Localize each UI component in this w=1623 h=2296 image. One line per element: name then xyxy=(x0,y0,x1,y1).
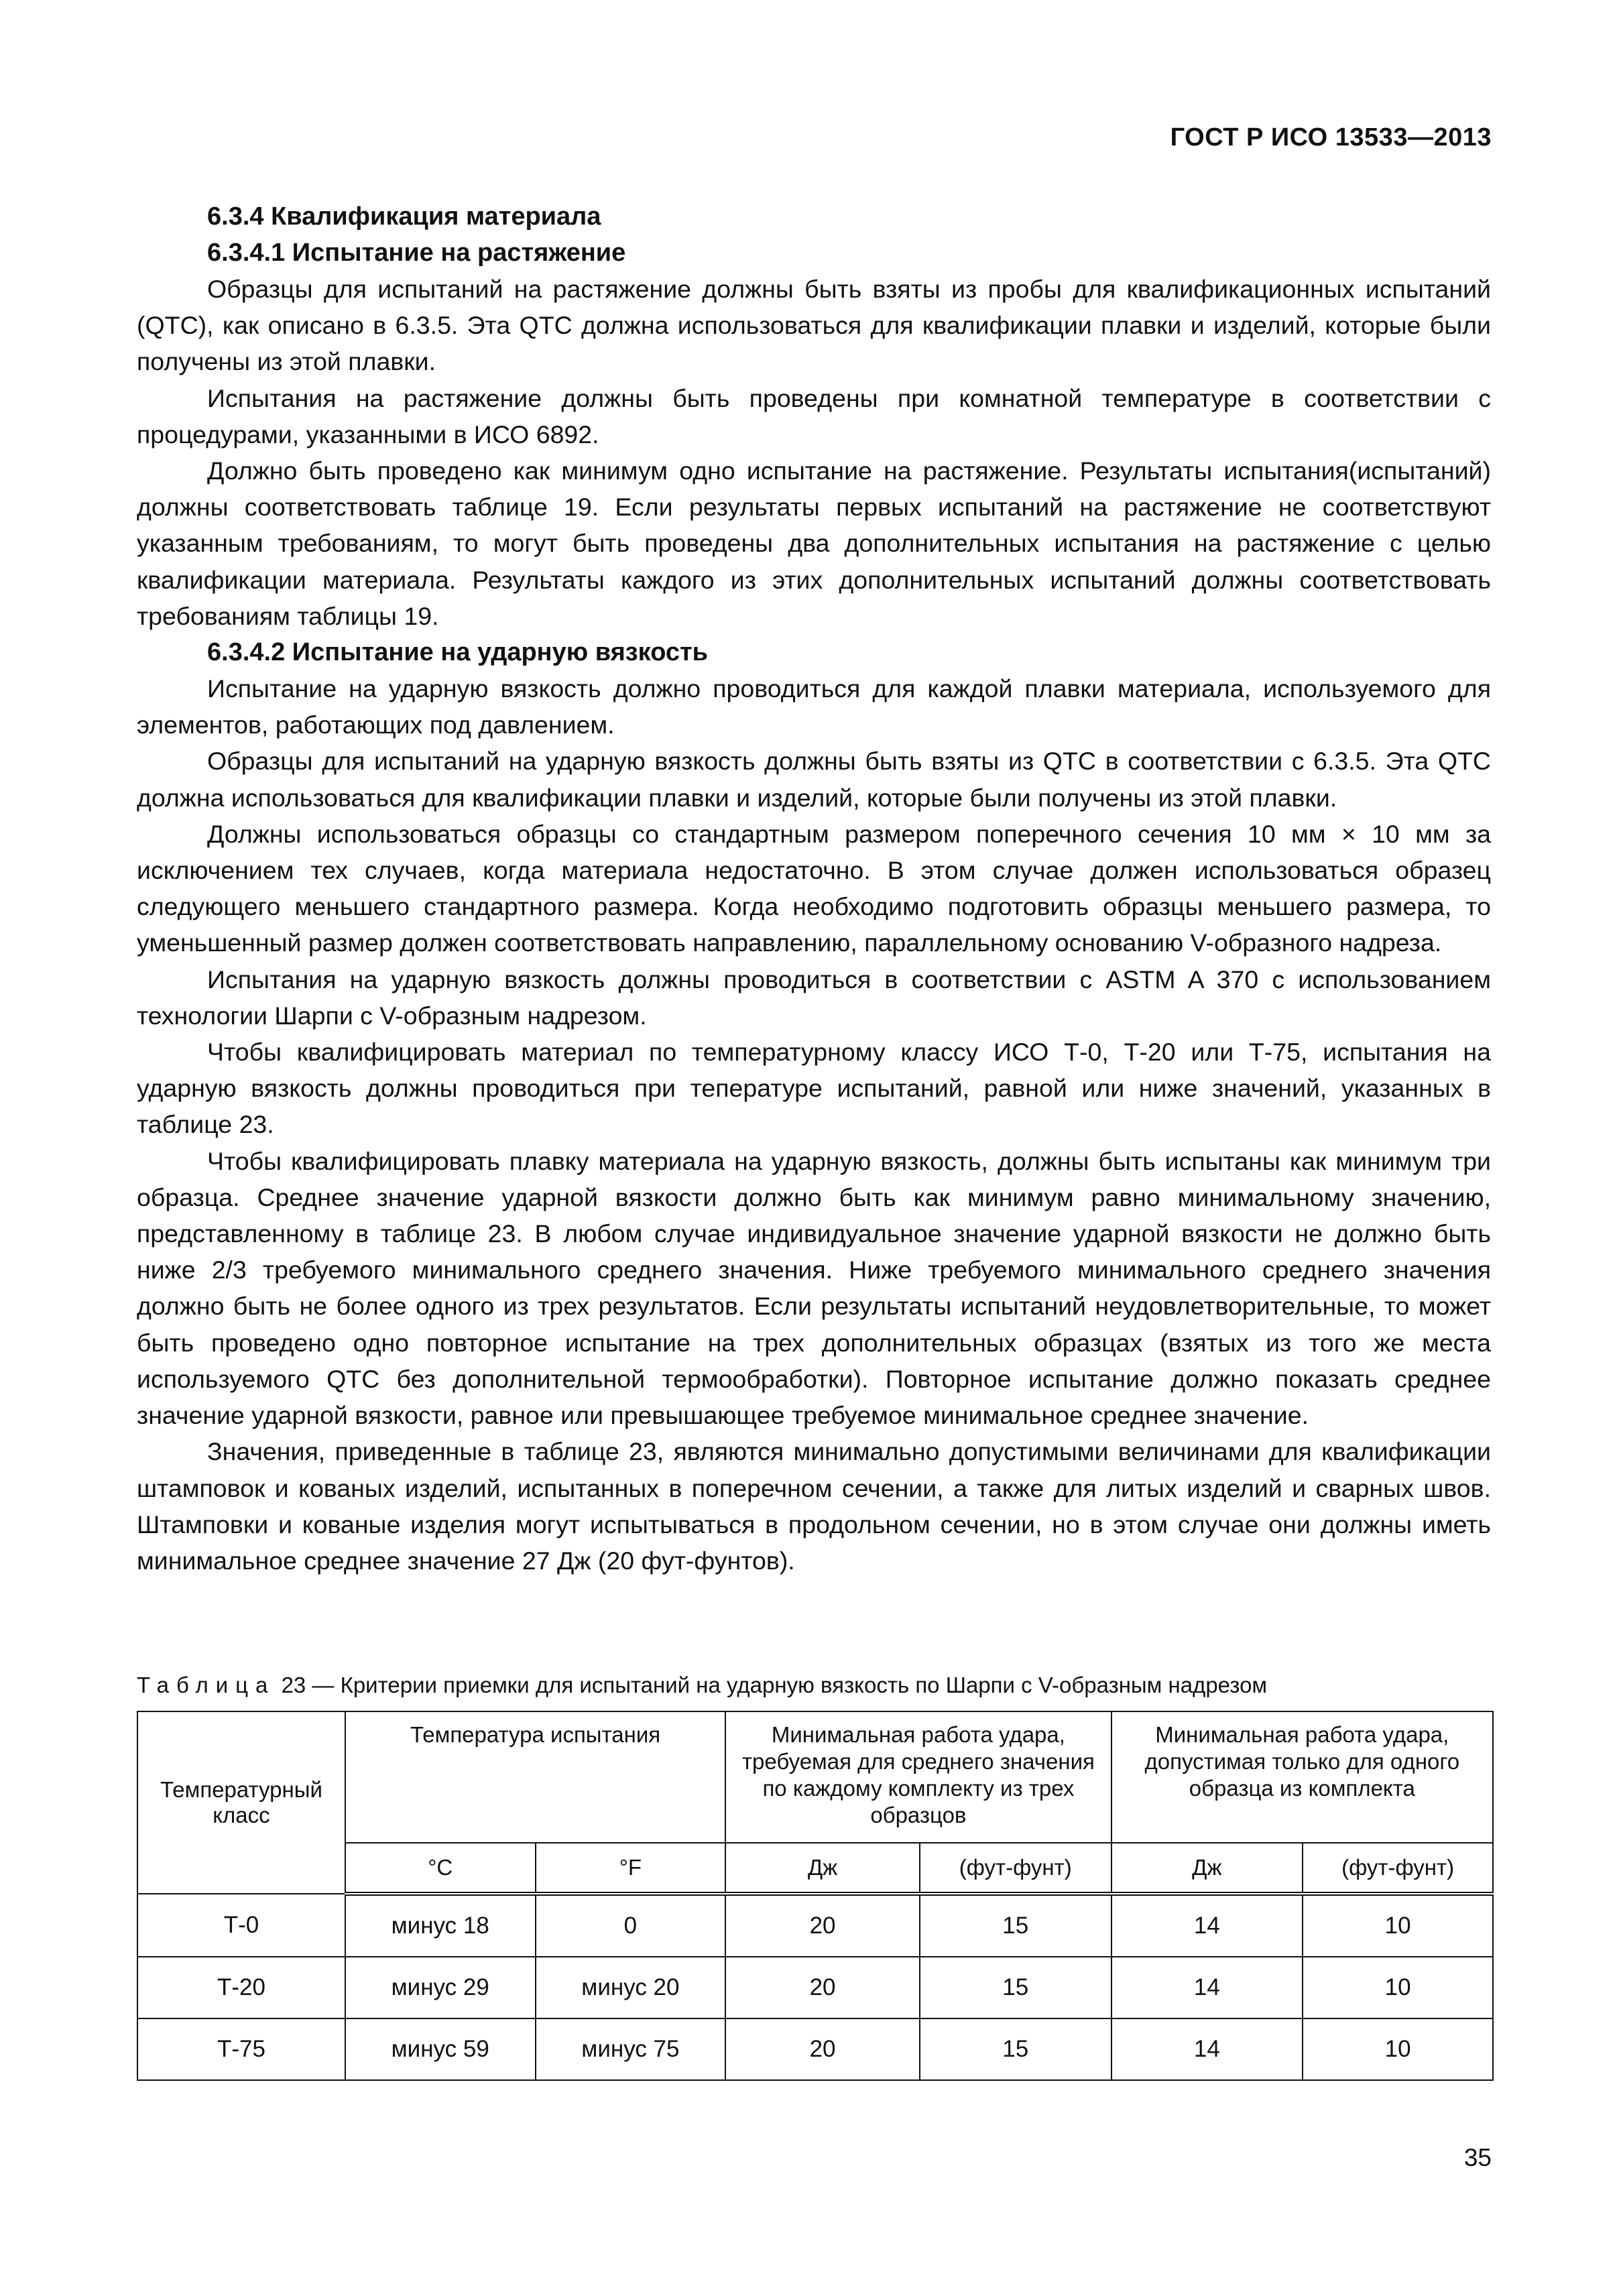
page-number: 35 xyxy=(1463,2144,1492,2171)
cell-single-joule: 14 xyxy=(1111,1957,1303,2018)
header-test-temperature: Температура испытания xyxy=(345,1711,725,1843)
cell-single-joule: 14 xyxy=(1111,2018,1303,2080)
cell-class: Т-0 xyxy=(137,1894,345,1957)
cell-single-ftlb: 10 xyxy=(1303,2018,1493,2080)
table-caption-text: 23 — Критерии приемки для испытаний на ударную вязкость по Шарпи с V-образным надрезом xyxy=(281,1673,1268,1697)
cell-avg-joule: 20 xyxy=(725,1894,920,1957)
paragraph: Испытание на ударную вязкость должно проводиться для каждой плавки материала, используемого для элементов, работающих под давлением. xyxy=(137,674,1491,739)
paragraph: Образцы для испытаний на ударную вязкость должны быть взяты из QTC в соответствии с 6.3.5. Эта QTC должна использоваться для квалификации плавки и изделий, которые были получены из этой плавки. xyxy=(137,747,1491,812)
cell-single-joule: 14 xyxy=(1111,1894,1303,1957)
subheader-ftlb-single: (фут-фунт) xyxy=(1303,1843,1493,1894)
paragraph: Должно быть проведено как минимум одно испытание на растяжение. Результаты испытания(испытаний) должны соответствовать таблице 19. Если результаты первых испытаний на растяжение не соответствуют указанным требованиям, то могут быть проведены два дополнительных испытания на растяжение с целью квалификации материала. Результаты каждого из этих дополнительных испытаний должны соответствовать требованиям таблицы 19. xyxy=(137,457,1491,630)
section-heading-6-3-4-2: 6.3.4.2 Испытание на ударную вязкость xyxy=(207,638,709,667)
subheader-fahrenheit: °F xyxy=(536,1843,726,1894)
table-caption-label: Таблица xyxy=(137,1673,276,1697)
table-row xyxy=(137,1894,1493,1957)
subheader-joule-avg: Дж xyxy=(725,1843,920,1894)
cell-celsius: минус 29 xyxy=(345,1957,536,2018)
subheader-ftlb-avg: (фут-фунт) xyxy=(920,1843,1111,1894)
paragraph: Образцы для испытаний на растяжение должны быть взяты из пробы для квалификационных испытаний (QTC), как описано в 6.3.5. Эта QTC должна использоваться для квалификации плавки и изделий, которые были получены из этой плавки. xyxy=(137,275,1491,376)
cell-avg-ftlb: 15 xyxy=(920,2018,1111,2080)
cell-class: Т-75 xyxy=(137,2018,345,2080)
cell-avg-ftlb: 15 xyxy=(920,1894,1111,1957)
subheader-joule-single: Дж xyxy=(1111,1843,1303,1894)
cell-fahrenheit: 0 xyxy=(536,1894,726,1957)
cell-class: Т-20 xyxy=(137,1957,345,2018)
cell-single-ftlb: 10 xyxy=(1303,1894,1493,1957)
subheader-celsius: °C xyxy=(345,1843,536,1894)
cell-single-ftlb: 10 xyxy=(1303,1957,1493,2018)
standard-header: ГОСТ Р ИСО 13533—2013 xyxy=(1170,123,1492,152)
paragraph: Должны использоваться образцы со стандартным размером поперечного сечения 10 мм × 10 мм за исключением тех случаев, когда материала недостаточно. В этом случае должен использоваться образец следующего меньшего стандартного размера. Когда необходимо подготовить образцы меньшего размера, то уменьшенный размер должен соответствовать направлению, параллельному основанию V-образного надреза. xyxy=(137,819,1491,957)
cell-fahrenheit: минус 75 xyxy=(536,2018,726,2080)
paragraph: Чтобы квалифицировать плавку материала на ударную вязкость, должны быть испытаны как минимум три образца. Среднее значение ударной вязкости должно быть как минимум равно минимальному значению, представленному в таблице 23. В любом случае индивидуальное значение ударной вязкости не должно быть ниже 2/3 требуемого минимального среднего значения. Ниже требуемого минимального среднего значения должно быть не более одного из трех результатов. Если результаты испытаний неудовлетворительные, то может быть проведено одно повторное испытание на трех дополнительных образцах (взятых из того же места используемого QTC без дополнительной термообработки). Повторное испытание должно показать среднее значение ударной вязкости, равное или превышающее требуемое минимальное среднее значение. xyxy=(137,1146,1491,1430)
section-heading-6-3-4-1: 6.3.4.1 Испытание на растяжение xyxy=(207,239,626,267)
cell-avg-ftlb: 15 xyxy=(920,1957,1111,2018)
paragraph: Испытания на ударную вязкость должны проводиться в соответствии с ASTM A 370 с использованием технологии Шарпи с V-образным надрезом. xyxy=(137,965,1491,1030)
main-text xyxy=(137,198,1491,1579)
paragraph: Чтобы квалифицировать материал по температурному классу ИСО Т-0, Т-20 или Т-75, испытания на ударную вязкость должны проводиться при тепературе испытаний, равной или ниже значений, указанных в таблице 23. xyxy=(137,1038,1491,1139)
table-23 xyxy=(137,1711,1494,2081)
cell-celsius: минус 18 xyxy=(345,1894,536,1957)
section-heading-6-3-4: 6.3.4 Квалификация материала xyxy=(207,202,601,231)
table-caption xyxy=(137,1669,1491,1701)
paragraph: Значения, приведенные в таблице 23, являются минимально допустимыми величинами для квалификации штамповок и кованых изделий, испытанных в поперечном сечении, а также для литых изделий и сварных швов. Штамповки и кованые изделия могут испытываться в продольном сечении, но в этом случае они должны иметь минимальное среднее значение 27 Дж (20 фут-фунтов). xyxy=(137,1437,1491,1575)
paragraph: Испытания на растяжение должны быть проведены при комнатной температуре в соответствии с процедурами, указанными в ИСО 6892. xyxy=(137,383,1491,448)
cell-avg-joule: 20 xyxy=(725,1957,920,2018)
table-row xyxy=(137,1957,1493,2018)
header-min-energy-single: Минимальная работа удара, допустимая только для одного образца из комплекта xyxy=(1111,1711,1493,1843)
header-min-energy-average: Минимальная работа удара, требуемая для среднего значения по каждому комплекту из трех образцов xyxy=(725,1711,1111,1843)
header-temperature-class: Температурный класс xyxy=(137,1711,345,1894)
cell-celsius: минус 59 xyxy=(345,2018,536,2080)
cell-fahrenheit: минус 20 xyxy=(536,1957,726,2018)
table-row xyxy=(137,2018,1493,2080)
cell-avg-joule: 20 xyxy=(725,2018,920,2080)
